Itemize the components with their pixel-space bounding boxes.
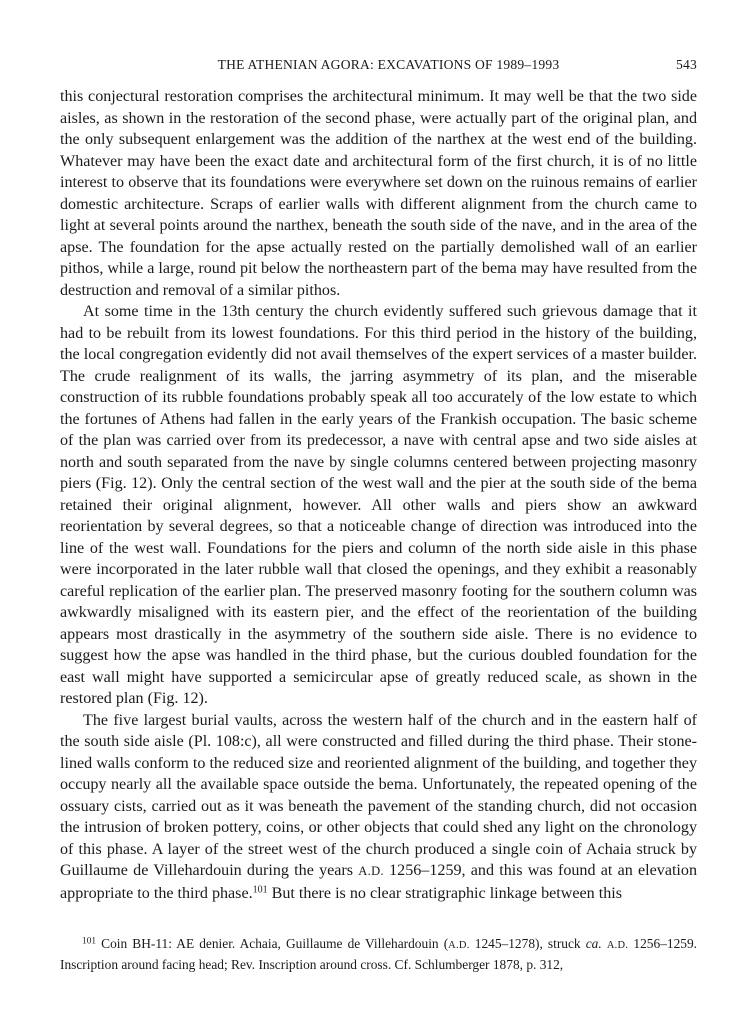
running-title: THE ATHENIAN AGORA: EXCAVATIONS OF 1989–1993 <box>217 57 560 72</box>
paragraph-2: At some time in the 13th century the church evidently suffered such grievous damage that it had to be rebuilt from its lowest foundations. For this third period in the history of the building, the local congregation evidently did not avail themselves of the expert services of a master builder. The crude realignment of its walls, the jarring asymmetry of its plan, and the miserable construction of its rubble foundations probably speak all too accurately of the low estate to which the fortunes of Athens had fallen in the early years of the Frankish occupation. The basic scheme of the plan was carried over from its predecessor, a nave with central apse and two side aisles at north and south separated from the nave by single columns centered between projecting masonry piers (Fig. 12). Only the central section of the west wall and the pier at the south side of the bema retained their original alignment, however. All other walls and piers show an awkward reorientation by several degrees, so that a noticeable change of direction was introduced into the line of the west wall. Foundations for the piers and column of the north side aisle in this phase were incorporated in the later rubble wall that closed the openings, and they exhibit a reasonably careful replication of the earlier plan. The preserved masonry footing for the southern column was awkwardly misaligned with its eastern pier, and the effect of the reorientation of the building appears most drastically in the asymmetry of the southern side aisle. There is no evidence to suggest how the apse was handled in the third phase, but the curious doubled foundation for the east wall might have supported a semicircular apse of greatly reduced scale, as shown in the restored plan (Fig. 12). <box>60 303 697 707</box>
footnote-reference[interactable]: 101 <box>252 884 268 896</box>
footnote-text-b: 1245–1278), struck <box>474 936 581 951</box>
era-abbreviation: A.D. <box>358 864 384 878</box>
footnote-era-1: A.D. <box>448 940 470 951</box>
footnote-circa: ca. <box>585 936 602 951</box>
paragraph-3-text-b: 1256–1259, and this was found at an elevation appropriate to the third phase. <box>60 862 697 902</box>
paragraph-1: this conjectural restoration comprises the architectural minimum. It may well be that the two side aisles, as shown in the restoration of the second phase, were actually part of the original plan, and the only subsequent enlargement was the addition of the narthex at the west end of the building. Whatever may have been the exact date and architectural form of the first church, it is of no little interest to observe that its foundations were everywhere set down on the ruinous remains of earlier domestic architecture. Scraps of earlier walls with different alignment from the church came to light at several points around the narthex, beneath the south side of the nave, and in the area of the apse. The foundation for the apse actually rested on the partially demolished wall of an earlier pithos, while a large, round pit below the northeastern part of the bema may have resulted from the destruction and removal of a similar pithos. <box>60 88 697 299</box>
page-number: 543 <box>676 57 697 72</box>
paragraph-3 <box>60 710 697 905</box>
footnote-era-2: A.D. <box>606 940 629 951</box>
running-header <box>60 57 697 77</box>
footnote-101 <box>60 934 697 974</box>
paragraph-3-text-c: But there is no clear stratigraphic linkage between this <box>271 884 622 902</box>
main-text <box>60 86 697 904</box>
footnote-number: 101 <box>82 936 97 947</box>
paragraph-3-text-a: The five largest burial vaults, across the western half of the church and in the eastern half of the south side aisle (Pl. 108:c), all were constructed and filled during the third phase. Their stone-lined walls conform to the reduced size and reoriented alignment of the building, and together they occupy nearly all the available space outside the bema. Unfortunately, the repeated opening of the ossuary cists, carried out as it was beneath the pavement of the standing church, did not occasion the intrusion of broken pottery, coins, or other objects that could shed any light on the chronology of this phase. A layer of the street west of the church produced a single coin of Achaia struck by Guillaume de Villehardouin during the years <box>60 711 697 879</box>
footnote-text-a: Coin BH-11: AE denier. Achaia, Guillaume de Villehardouin ( <box>101 936 449 951</box>
footnote <box>60 934 697 974</box>
footnote-text-c: 1256–1259. Inscription around facing head; Rev. Inscription around cross. Cf. Schlumberger 1878, p. 312, <box>60 936 698 972</box>
